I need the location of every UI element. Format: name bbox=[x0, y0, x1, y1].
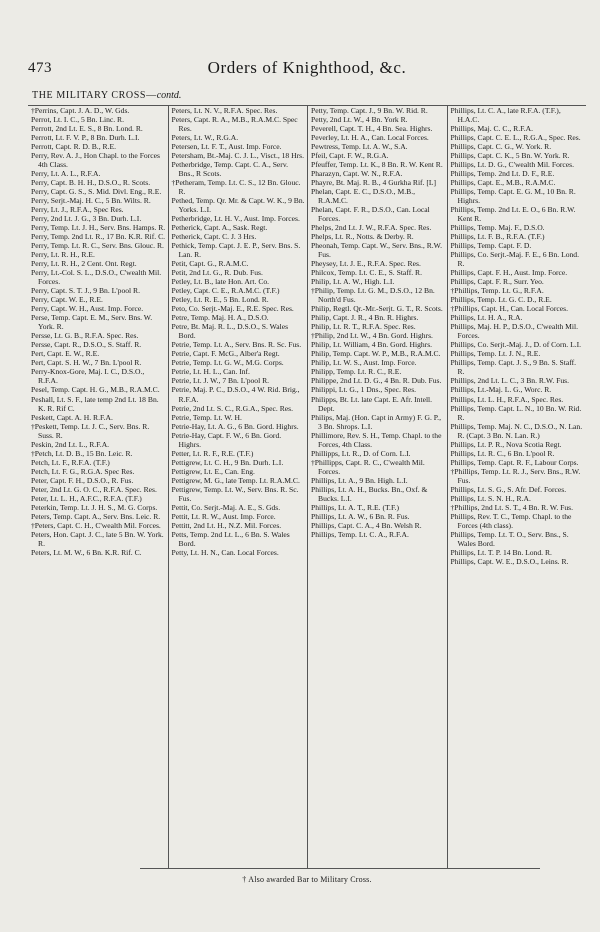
list-item: Pfeuffer, Temp. Lt. K., 8 Bn. R. W. Kent R. bbox=[311, 160, 443, 170]
list-item: Perry, Capt. W. H., Aust. Imp. Force. bbox=[31, 304, 144, 314]
list-item: Philippi, Lt. G., 1 Dns., Spec. Res. bbox=[311, 385, 417, 395]
page-number: 473 bbox=[28, 60, 52, 76]
list-item: Petrie-Hay, Capt. F. W., 6 Bn. Gord. Highrs. bbox=[171, 430, 282, 449]
list-item: Phillips, Temp. 2nd Lt. E. O., 6 Bn. R.W. Kent R. bbox=[450, 205, 576, 224]
list-item: Peshall, Lt. S. F., late temp 2nd Lt. 18 Bn. K. R. Rif C. bbox=[31, 394, 159, 413]
list-item: Pharazyn, Capt. W. N., R.F.A. bbox=[311, 169, 403, 179]
list-item: Peter, Capt. F. H., D.S.O., R. Fus. bbox=[31, 475, 134, 485]
list-item: Pert, Capt. S. H. W., 7 Bn. L'pool R. bbox=[31, 358, 142, 368]
list-item: Peters, Lt. N. V., R.F.A. Spec. Res. bbox=[171, 106, 278, 115]
list-item: Phillips, Temp. Capt. J. S., 9 Bn. S. Staff. R. bbox=[450, 358, 577, 377]
list-item: Pettit, Lt. R. W., Aust. Imp. Force. bbox=[171, 511, 276, 521]
list-item: Perry, Rev. A. J., Hon Chapl. to the Forces 4th Class. bbox=[31, 151, 160, 170]
list-item: Perry, Serjt.-Maj. H. C., 5 Bn. Wilts. R. bbox=[31, 196, 151, 206]
list-item: Peter, 2nd Lt. G. O. C., R.F.A. Spec. Res. bbox=[31, 484, 157, 494]
entry-column-1 bbox=[28, 106, 168, 868]
list-item: Phillips, Rev. T. C., Temp. Chapl. to the Forces (4th class). bbox=[450, 511, 572, 530]
list-item: Peters, Hon. Capt. J. C., late 5 Bn. W. York. R. bbox=[31, 529, 164, 548]
list-item: Peskett, Capt. A. H. R.F.A. bbox=[31, 412, 113, 422]
list-item: Phillips, Temp. Capt. E. G. M., 10 Bn. R. Highrs. bbox=[450, 187, 576, 206]
list-item: Philip, Lt. A. W., High. L.I. bbox=[311, 277, 395, 287]
list-item: Perry, Capt. G. S., S. Mid. Divl. Eng., R.E. bbox=[31, 187, 162, 197]
list-item: Peters, Temp. Capt. A., Serv. Bns. Leic. R. bbox=[31, 511, 161, 521]
list-item: Phillips, Capt. C. K., 5 Bn. W. York. R. bbox=[450, 151, 570, 161]
list-item: Phillips, Lt. S. G., S. Afr. Def. Forces. bbox=[450, 484, 567, 494]
list-item: Phillips, Capt. W. E., D.S.O., Leins. R. bbox=[450, 556, 569, 566]
list-item: Petty, 2nd Lt. W., 4 Bn. York R. bbox=[311, 115, 408, 125]
list-item: Petrie-Hay, Lt. A. G., 6 Bn. Gord. Highrs. bbox=[171, 421, 299, 431]
list-item: Perrott, Capt. R. D. B., R.E. bbox=[31, 142, 117, 152]
list-item: Phillips, Temp. Lt. C. A., R.F.A. bbox=[311, 529, 409, 539]
list-item: Petre, Bt. Maj. R. L., D.S.O., S. Wales Bord. bbox=[171, 322, 289, 341]
list-item: Pettigrew, Lt. E., Can. Eng. bbox=[171, 466, 255, 476]
list-item: †Phillips, Temp. Lt. G., R.F.A. bbox=[450, 286, 544, 296]
list-item: †Phillips, 2nd Lt. S. T., 4 Bn. R. W. Fus. bbox=[450, 502, 574, 512]
list-item: Phillips, Capt. C. A., 4 Bn. Welsh R. bbox=[311, 520, 422, 530]
list-item: Peverley, Lt. H. A., Can. Local Forces. bbox=[311, 133, 429, 143]
list-item: †Philip, Temp. Lt. G. M., D.S.O., 12 Bn. North'd Fus. bbox=[311, 286, 435, 305]
list-item: Petit, 2nd Lt. G., R. Dub. Fus. bbox=[171, 268, 263, 278]
list-item: Perry, Capt. B. H. H., D.S.O., R. Scots. bbox=[31, 178, 151, 188]
list-item: Phillips, Maj. C. C., R.F.A. bbox=[450, 124, 534, 134]
list-item: Pettigrew, M. G., late Temp. Lt. R.A.M.C. bbox=[171, 475, 300, 485]
list-item: Philipps, Bt. Lt. late Capt. E. Afr. Intell. Dept. bbox=[311, 394, 433, 413]
list-item: Phillips, Lt. A. T., R.E. (T.F.) bbox=[311, 502, 399, 512]
list-item: Peters, Lt. W., R.G.A. bbox=[171, 133, 239, 143]
list-item: Petch, Lt. F., R.F.A. (T.F.) bbox=[31, 457, 110, 467]
list-item: Phillips, Temp. Lt. T. O., Serv. Bns., S. Wales Bord. bbox=[450, 529, 569, 548]
list-item: Phelan, Capt. E. C., D.S.O., M.B., R.A.M.C. bbox=[311, 187, 415, 206]
list-item: Pettitt, 2nd Lt. H., N.Z. Mil. Forces. bbox=[171, 520, 282, 530]
running-title: Orders of Knighthood, &c. bbox=[207, 58, 407, 77]
list-item: Perry, Capt. W. E., R.E. bbox=[31, 295, 103, 305]
list-item: Philip, Temp. Capt. W. P., M.B., R.A.M.C. bbox=[311, 349, 441, 359]
list-item: Petley, Lt. B., late Hon. Art. Co. bbox=[171, 277, 270, 287]
list-item: †Phillipps, Capt. R. C., C'wealth Mil. Forces. bbox=[311, 457, 425, 476]
list-item: †Peskett, Temp. Lt. J. C., Serv. Bns. R. Suss. R. bbox=[31, 421, 150, 440]
list-item: Phillips, Lt. L. H., R.F.A., Spec. Res. bbox=[450, 394, 564, 404]
list-item: Phillipps, Lt. R., D. of Corn. L.I. bbox=[311, 448, 411, 458]
footnote-rule bbox=[140, 868, 540, 869]
list-item: Petter, Lt. R. F., R.E. (T.F.) bbox=[171, 448, 254, 458]
list-item: Petre, Temp. Maj. H. A., D.S.O. bbox=[171, 313, 269, 323]
list-item: Phillips, Lt.-Maj. L. G., Worc. R. bbox=[450, 385, 552, 395]
list-item: Phillips, Temp. Capt. L. N., 10 Bn. W. Rid. R. bbox=[450, 403, 582, 422]
list-item: Phelps, Lt. R., Notts. & Derby. R. bbox=[311, 232, 414, 242]
section-contd: contd. bbox=[156, 90, 182, 101]
list-item: Phillips, Capt. C. E. L., R.G.A., Spec. Res. bbox=[450, 133, 581, 143]
list-item: Phillips, Capt. E., M.B., R.A.M.C. bbox=[450, 178, 556, 188]
list-item: Peters, Lt. M. W., 6 Bn. K.R. Rif. C. bbox=[31, 547, 142, 557]
list-item: Philip, Lt. W. S., Aust. Imp. Force. bbox=[311, 358, 417, 368]
list-item: Phillimore, Rev. S. H., Temp. Chapl. to the Forces, 4th Class. bbox=[311, 430, 442, 449]
list-item: Philip, Lt. William, 4 Bn. Gord. Highrs. bbox=[311, 340, 433, 350]
list-item: Phillips, Capt. F. R., Surr. Yeo. bbox=[450, 277, 544, 287]
list-item: Petherbridge, Lt. H. V., Aust. Imp. Forces. bbox=[171, 214, 300, 224]
list-item: Peskin, 2nd Lt. L., R.F.A. bbox=[31, 439, 110, 449]
list-item: Phillips, Temp. 2nd Lt. D. F., R.E. bbox=[450, 169, 555, 179]
list-item: †Phillips, Capt. H., Can. Local Forces. bbox=[450, 304, 568, 314]
list-item: Phelan, Capt. F. R., D.S.O., Can. Local Forces. bbox=[311, 205, 430, 224]
list-item: Pesel, Temp. Capt. H. G., M.B., R.A.M.C. bbox=[31, 385, 160, 395]
list-item: Petrie, Temp. Lt. G. W., M.G. Corps. bbox=[171, 358, 284, 368]
list-item: Petts, Temp. 2nd Lt. L., 6 Bn. S. Wales Bord. bbox=[171, 529, 290, 548]
list-item: †Peters, Capt. C. H., C'wealth Mil. Forces. bbox=[31, 520, 161, 530]
list-item: Phillips, Capt. F. H., Aust. Imp. Force. bbox=[450, 268, 568, 278]
list-item: Perry, Lt. A. L., R.F.A. bbox=[31, 169, 101, 179]
list-item: Perry, Lt.-Col. S. L., D.S.O., C'wealth Mil. Forces. bbox=[31, 268, 162, 287]
list-item: Philip, Lt. R. T., R.F.A. Spec. Res. bbox=[311, 322, 416, 332]
list-item: Petrie, Lt. J. W., 7 Bn. L'pool R. bbox=[171, 376, 270, 386]
list-item: Phillips, Lt. S. N. H., R.A. bbox=[450, 493, 531, 503]
list-item: Pfeil, Capt. F. W., R.G.A. bbox=[311, 151, 389, 161]
list-item: Pewtress, Temp. Lt. A. W., S.A. bbox=[311, 142, 408, 152]
list-item: Pettigrew, Lt. C. H., 9 Bn. Durh. L.I. bbox=[171, 457, 284, 467]
list-item: Petrie, Capt. F. McG., Alber'a Regt. bbox=[171, 349, 280, 359]
list-item: Perrott, 2nd Lt. E. S., 8 Bn. Lond. R. bbox=[31, 124, 143, 134]
list-item: Perry, Temp. 2nd Lt. R., 17 Bn. K.R. Rif. C. bbox=[31, 232, 166, 242]
list-item: Petersen, Lt. F. T., Aust. Imp. Force. bbox=[171, 142, 282, 152]
list-item: Phillips, Lt. D. G., C'wealth Mil. Forces. bbox=[450, 160, 574, 170]
list-item: Phillips, Maj. H. P., D.S.O., C'wealth Mil. Forces. bbox=[450, 322, 579, 341]
list-item: Philips, Maj. (Hon. Capt in Army) F. G. P., 3 Bn. Shrops. L.I. bbox=[311, 412, 441, 431]
list-item: Phillips, Temp. Capt. R. F., Labour Corps. bbox=[450, 457, 579, 467]
list-item: Phillips, Lt. T. P. 14 Bn. Lond. R. bbox=[450, 547, 552, 557]
entry-column-2 bbox=[168, 106, 308, 868]
entry-column-3 bbox=[307, 106, 447, 868]
list-item: Phillips, Temp. Lt. G. C. D., R.E. bbox=[450, 295, 552, 305]
list-item: Pethick, Temp. Capt. J. E. P., Serv. Bns. S. Lan. R. bbox=[171, 241, 301, 260]
list-item: Pheysey, Lt. J. E., R.F.A. Spec. Res. bbox=[311, 259, 421, 269]
list-item: Phillips, Lt. A. W., 6 Bn. R. Fus. bbox=[311, 511, 410, 521]
list-item: Perse, Temp. Capt. E. M., Serv. Bns. W. York. R. bbox=[31, 313, 153, 332]
list-item: Petrie, 2nd Lt. S. C., R.G.A., Spec. Res. bbox=[171, 403, 293, 413]
list-item: Petersham, Bt.-Maj. C. J. L., Visct., 18 Hrs. bbox=[171, 151, 304, 161]
list-item: Philippe, 2nd Lt. D. G., 4 Bn. R. Dub. Fus. bbox=[311, 376, 442, 386]
section-heading bbox=[32, 90, 586, 101]
list-item: Phillips, Co. Serjt.-Maj. F. E., 6 Bn. Lond. R. bbox=[450, 250, 579, 269]
list-item: Petty, Lt. H. N., Can. Local Forces. bbox=[171, 547, 279, 557]
list-item: Perrot, Lt. I. C., 5 Bn. Linc. R. bbox=[31, 115, 125, 125]
list-item: Phillips, Lt. H. A., R.A. bbox=[450, 313, 523, 323]
list-item: Petty, Temp. Capt. J., 9 Bn. W. Rid. R. bbox=[311, 106, 428, 115]
list-item: Phillips, Lt. A. H., Bucks. Bn., Oxf. & Bucks. L.I. bbox=[311, 484, 428, 503]
list-item: Peter, Lt. L. H., A.F.C., R.F.A. (T.F.) bbox=[31, 493, 142, 503]
list-item: Perry, Lt. R. H., 2 Cent. Ont. Regt. bbox=[31, 259, 137, 269]
list-item: Petherbridge, Temp. Capt. C. A., Serv. Bns., R Scots. bbox=[171, 160, 289, 179]
list-item: Peterkin, Temp. Lt. J. H. S., M. G. Corps. bbox=[31, 502, 158, 512]
list-item: Phelps, 2nd Lt. J. W., R.F.A. Spec. Res. bbox=[311, 223, 432, 233]
list-item: Peverell, Capt. T. H., 4 Bn. Sea. Highrs. bbox=[311, 124, 433, 134]
list-item: Phillips, Lt. R. C., 6 Bn. L'pool R. bbox=[450, 448, 555, 458]
entry-columns bbox=[28, 105, 586, 868]
list-item: Phillips, Temp. Maj. F., D.S.O. bbox=[450, 223, 545, 233]
list-item: Phillips, Co. Serjt.-Maj. J., D. of Corn. L.I. bbox=[450, 340, 582, 350]
list-item: Phillips, Lt. A., 9 Bn. High. L.I. bbox=[311, 475, 408, 485]
list-item: Petit, Capt. G., R.A.M.C. bbox=[171, 259, 249, 269]
list-item: Perry, 2nd Lt. J. G., 3 Bn. Durh. L.I. bbox=[31, 214, 142, 224]
list-item: Phillips, Lt. F. B., R.F.A. (T.F.) bbox=[450, 232, 545, 242]
list-item: Phillips, Temp. Lt. J. N., R.E. bbox=[450, 349, 541, 359]
list-item: †Philip, 2nd Lt. W., 4 Bn. Gord. Highrs. bbox=[311, 331, 433, 341]
list-item: Petherick, Capt. A., Sask. Regt. bbox=[171, 223, 268, 233]
list-item: Petherick, Capt. C. J. 3 Hrs. bbox=[171, 232, 257, 242]
list-item: †Petheram, Temp. Lt. C. S., 12 Bn. Glouc. R. bbox=[171, 178, 301, 197]
list-item: Perry-Knox-Gore, Maj. I. C., D.S.O., R.F.A. bbox=[31, 367, 145, 386]
list-item: Petrie, Temp. Lt. A., Serv. Bns. R. Sc. Fus. bbox=[171, 340, 302, 350]
list-item: Phillips, Lt. P. R., Nova Scotia Regt. bbox=[450, 439, 562, 449]
entry-column-4 bbox=[447, 106, 587, 868]
footnote: † Also awarded Bar to Military Cross. bbox=[242, 875, 372, 884]
list-item: Peters, Capt. R. A., M.B., R.A.M.C. Spec Res. bbox=[171, 115, 298, 134]
list-item: Petrie, Lt. H. L., Can. Inf. bbox=[171, 367, 250, 377]
list-item: Phillips, Temp. Capt. F. D. bbox=[450, 241, 532, 251]
page-header bbox=[28, 56, 586, 86]
list-item: Petch, Lt. F. G., R.G.A. Spec Res. bbox=[31, 466, 135, 476]
list-item: †Petch, Lt. D. B., 15 Bn. Leic. R. bbox=[31, 448, 133, 458]
list-item: Pert, Capt. E. W., R.E. bbox=[31, 349, 100, 359]
list-item: Petley, Capt. C. E., R.A.M.C. (T.F.) bbox=[171, 286, 280, 296]
list-item: Perry, Capt. S. T. J., 9 Bn. L'pool R. bbox=[31, 286, 141, 296]
list-item: Petley, Lt. R. E., 5 Bn. Lond. R. bbox=[171, 295, 269, 305]
section-title: THE MILITARY CROSS— bbox=[32, 90, 157, 101]
list-item: Pethed, Temp. Qr. Mr. & Capt. W. K., 9 Bn. Yorks. L.I. bbox=[171, 196, 305, 215]
list-item: Perrott, Lt. F. V. P., 8 Bn. Durh. L.I. bbox=[31, 133, 140, 143]
list-item: Pettit, Co. Serjt.-Maj. A. E., S. Gds. bbox=[171, 502, 281, 512]
list-item: Perry, Temp. Lt. J. H., Serv. Bns. Hamps. R. bbox=[31, 223, 166, 233]
list-item: Philip, Regtl. Qr.-Mr.-Serjt. G. T., R. Scots. bbox=[311, 304, 443, 314]
list-item: †Perrins, Capt. J. A. D., W. Gds. bbox=[31, 106, 130, 115]
list-item: Phillips, 2nd Lt. L. C., 3 Bn. R.W. Fus. bbox=[450, 376, 569, 386]
list-item: Perry, Temp. Lt. R. C., Serv. Bns. Glouc. R. bbox=[31, 241, 164, 251]
list-item: Pettigrew, Temp. Lt. W., Serv. Bns. R. Sc. Fus. bbox=[171, 484, 299, 503]
list-item: Perry, Lt. R. H., R.E. bbox=[31, 250, 95, 260]
list-item: Perry, Lt. J., R.F.A., Spec Res. bbox=[31, 205, 124, 215]
list-item: Persse, Lt. G. B., R.F.A. Spec. Res. bbox=[31, 331, 139, 341]
list-item: Phillips, Lt. C. A., late R.F.A. (T.F.), H.A.C. bbox=[450, 106, 561, 125]
list-item: Pheonah, Temp. Capt. W., Serv. Bns., R.W. Fus. bbox=[311, 241, 443, 260]
list-item: Petrie, Maj. P. C., D.S.O., 4 W. Rid. Brig., R.F.A. bbox=[171, 385, 300, 404]
list-item: Philipp, Temp. Lt. R. C., R.E. bbox=[311, 367, 402, 377]
list-item: Phillips, Capt. C. G., W. York. R. bbox=[450, 142, 552, 152]
list-item: Phillips, Temp. Maj. N. C., D.S.O., N. Lan. R. (Capt. 3 Bn. N. Lan. R.) bbox=[450, 421, 583, 440]
list-item: Persse, Capt. R., D.S.O., S. Staff. R. bbox=[31, 340, 142, 350]
list-item: †Phillips, Temp. Lt. R. J., Serv. Bns., R.W. Fus. bbox=[450, 466, 581, 485]
list-item: Philcox, Temp. Lt. C. E., S. Staff. R. bbox=[311, 268, 422, 278]
list-item: Phayre, Bt. Maj. R. B., 4 Gurkha Rif. [L] bbox=[311, 178, 437, 188]
list-item: Peto, Co. Serjt.-Maj. E., R.E. Spec. Res. bbox=[171, 304, 294, 314]
list-item: Petrie, Temp. Lt. W. H. bbox=[171, 412, 242, 422]
list-item: Philip, Capt. J. R., 4 Bn. R. Highrs. bbox=[311, 313, 419, 323]
